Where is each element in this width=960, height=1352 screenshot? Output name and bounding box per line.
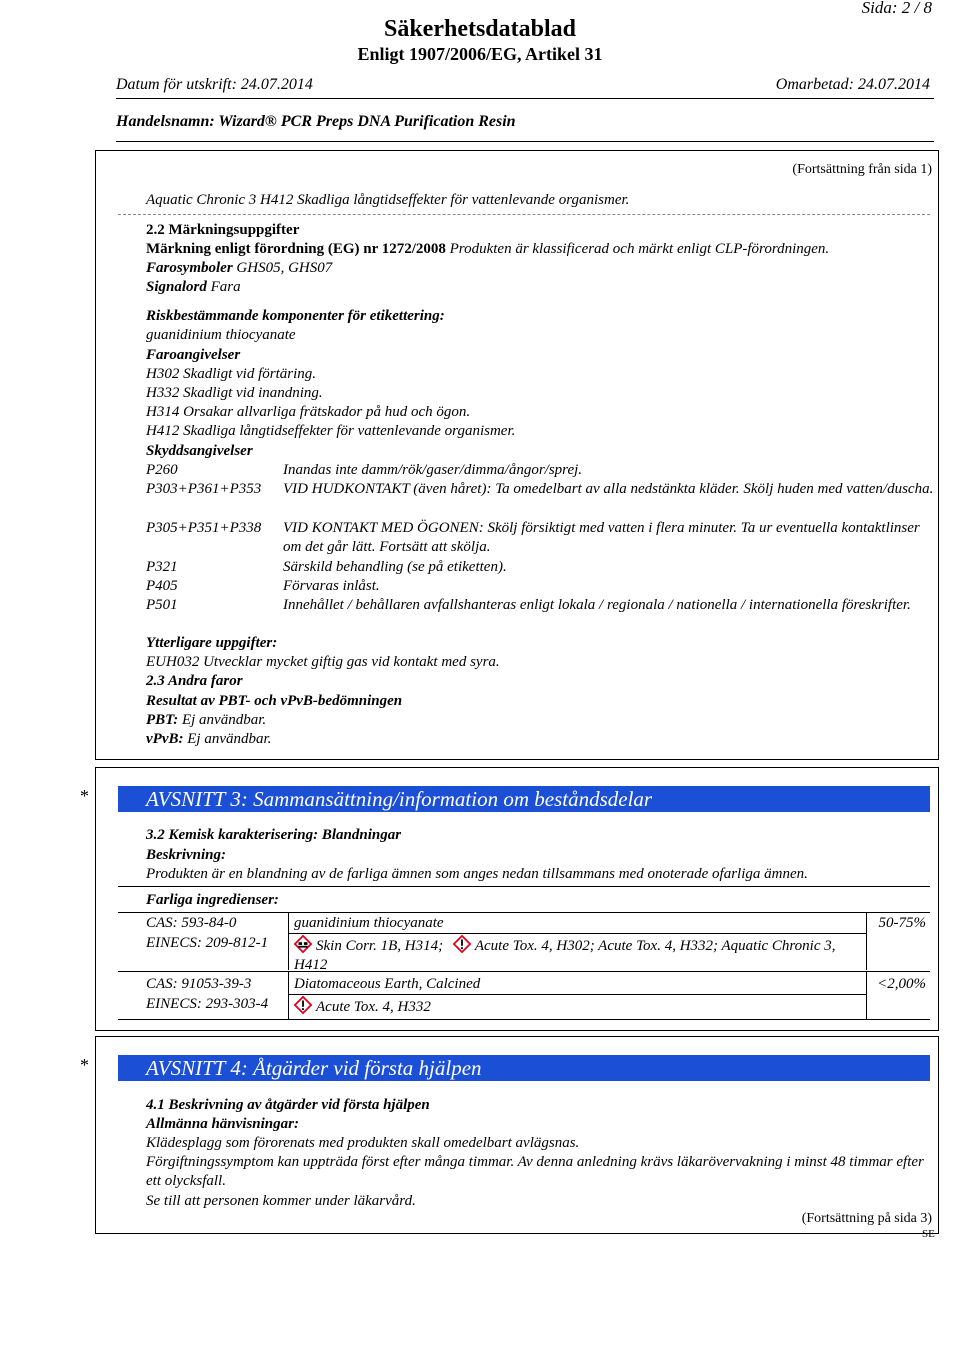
header-rule [116, 98, 934, 99]
vpvb-label: vPvB: [146, 731, 184, 747]
page-number: Sida: 2 / 8 [861, 0, 932, 17]
exclamation-icon [294, 996, 312, 1014]
general-note: Se till att personen kommer under läkarvård. [146, 1193, 416, 1209]
ingredient-cas: CAS: 593-84-0 [146, 915, 237, 931]
additional-info-value: EUH032 Utvecklar mycket giftig gas vid kontakt med syra. [146, 654, 500, 670]
additional-info-label: Ytterligare uppgifter: [146, 635, 278, 651]
precautionary-label: Skyddsangivelser [146, 443, 253, 459]
general-note: Förgiftningssymptom kan uppträda först efter många timmar. Av denna anledning krävs läkarövervakning i minst 48 timmar efter ett olycksfall. [146, 1154, 924, 1189]
precaution-code: P260 [146, 462, 178, 478]
general-notes-label: Allmänna hänvisningar: [146, 1116, 299, 1132]
ingredient-einecs: EINECS: 209-812-1 [146, 935, 269, 951]
precaution-text: Inandas inte damm/rök/gaser/dimma/ångor/sprej. [283, 462, 583, 478]
heading-3-2: 3.2 Kemisk karakterisering: Blandningar [146, 827, 402, 843]
classification-text: Skin Corr. 1B, H314; [316, 938, 444, 954]
classification-text: Acute Tox. 4, H302; Acute Tox. 4, H332; Aquatic Chronic 3, H412 [294, 938, 836, 973]
continued-to: (Fortsättning på sida 3) [801, 1211, 932, 1226]
ingredients-label: Farliga ingredienser: [146, 892, 279, 908]
signal-value: Fara [206, 279, 241, 295]
vpvb-line [146, 730, 271, 749]
ingredient-name: Diatomaceous Earth, Calcined [294, 976, 481, 992]
ingredient-classification [294, 935, 864, 975]
precaution-code: P405 [146, 578, 178, 594]
symbols-label: Farosymboler [146, 260, 233, 276]
column-divider [866, 972, 867, 1020]
signal-word [146, 278, 241, 297]
heading-4-1: 4.1 Beskrivning av åtgärder vid första hjälpen [146, 1097, 430, 1113]
divider [118, 971, 930, 972]
header-rule-2 [116, 141, 934, 142]
continued-from: (Fortsättning från sida 1) [792, 162, 932, 177]
precaution-code: P305+P351+P338 [146, 520, 262, 536]
ingredient-einecs: EINECS: 293-303-4 [146, 996, 269, 1012]
hazard-statements-label: Faroangivelser [146, 347, 241, 363]
print-date: Datum för utskrift: 24.07.2014 [116, 76, 313, 93]
section-3-title: AVSNITT 3: Sammansättning/information om beståndsdelar [118, 786, 930, 812]
column-divider [288, 912, 289, 970]
hazard-class-divider [288, 933, 866, 934]
pbt-value: Ej användbar. [178, 712, 267, 728]
classification-text: Acute Tox. 4, H332 [316, 999, 431, 1015]
trade-name: Handelsnamn: Wizard® PCR Preps DNA Purification Resin [116, 113, 516, 130]
revised-date: Omarbetad: 24.07.2014 [775, 76, 930, 93]
ingredient-cas: CAS: 91053-39-3 [146, 976, 252, 992]
ingredient-concentration: <2,00% [877, 976, 926, 992]
hazard-statement: H314 Orsakar allvarliga frätskador på hud och ögon. [146, 404, 471, 420]
pbt-title: Resultat av PBT- och vPvB-bedömningen [146, 693, 403, 709]
hazard-statement: H412 Skadliga långtidseffekter för vattenlevande organismer. [146, 423, 516, 439]
risk-components-label: Riskbestämmande komponenter för etikettering: [146, 308, 445, 324]
pbt-label: PBT: [146, 712, 179, 728]
exclamation-icon [453, 935, 471, 953]
heading-2-2: 2.2 Märkningsuppgifter [146, 222, 300, 238]
column-divider [866, 912, 867, 970]
vpvb-value: Ej användbar. [183, 731, 272, 747]
corrosion-icon [294, 935, 312, 953]
divider [118, 214, 930, 215]
aquatic-classification: Aquatic Chronic 3 H412 Skadliga långtidseffekter för vattenlevande organismer. [146, 192, 630, 208]
language-code: SE [922, 1228, 935, 1240]
hazard-statement: H302 Skadligt vid förtäring. [146, 366, 316, 382]
revision-star: * [80, 786, 89, 806]
divider [118, 912, 930, 913]
precaution-text: VID KONTAKT MED ÖGONEN: Skölj försiktigt med vatten i flera minuter. Ta ur eventuella kontaktlinser om det går lätt. Fortsätt att skölja. [283, 520, 920, 555]
marking-label: Märkning enligt förordning (EG) nr 1272/2008 [146, 241, 446, 257]
ingredient-classification [294, 996, 431, 1017]
precaution-text: Särskild behandling (se på etiketten). [283, 559, 507, 575]
precaution-code: P303+P361+P353 [146, 481, 262, 497]
risk-components-value: guanidinium thiocyanate [146, 327, 296, 343]
description-label: Beskrivning: [146, 847, 227, 863]
document-subtitle: Enligt 1907/2006/EG, Artikel 31 [357, 44, 603, 64]
revision-star: * [80, 1055, 89, 1075]
description-value: Produkten är en blandning av de farliga ämnen som anges nedan tillsammans med onoterade ofarliga ämnen. [146, 866, 808, 882]
pbt-line [146, 711, 266, 730]
precaution-code: P501 [146, 597, 178, 613]
ingredient-name: guanidinium thiocyanate [294, 915, 444, 931]
precaution-text: VID HUDKONTAKT (även håret): Ta omedelbart av alla nedstänkta kläder. Skölj huden med vatten/duscha. [283, 481, 934, 497]
divider [118, 886, 930, 887]
heading-2-3: 2.3 Andra faror [146, 673, 243, 689]
document-title: Säkerhetsdatablad [383, 16, 577, 42]
marking-line [146, 240, 829, 259]
column-divider [288, 972, 289, 1020]
general-note: Klädesplagg som förorenats med produkten skall omedelbart avlägsnas. [146, 1135, 580, 1151]
section-4-title: AVSNITT 4: Åtgärder vid första hjälpen [118, 1055, 930, 1081]
ingredient-concentration: 50-75% [878, 915, 926, 931]
symbols-value: GHS05, GHS07 [232, 260, 333, 276]
precaution-text: Innehållet / behållaren avfallshanteras enligt lokala / regionala / nationella / internationella föreskrifter. [283, 597, 911, 613]
precaution-text: Förvaras inlåst. [283, 578, 380, 594]
hazard-class-divider [288, 994, 866, 995]
hazard-statement: H332 Skadligt vid inandning. [146, 385, 323, 401]
hazard-symbols [146, 259, 332, 278]
precaution-code: P321 [146, 559, 178, 575]
marking-text: Produkten är klassificerad och märkt enligt CLP-förordningen. [445, 241, 830, 257]
signal-label: Signalord [146, 279, 207, 295]
divider [118, 1019, 930, 1020]
